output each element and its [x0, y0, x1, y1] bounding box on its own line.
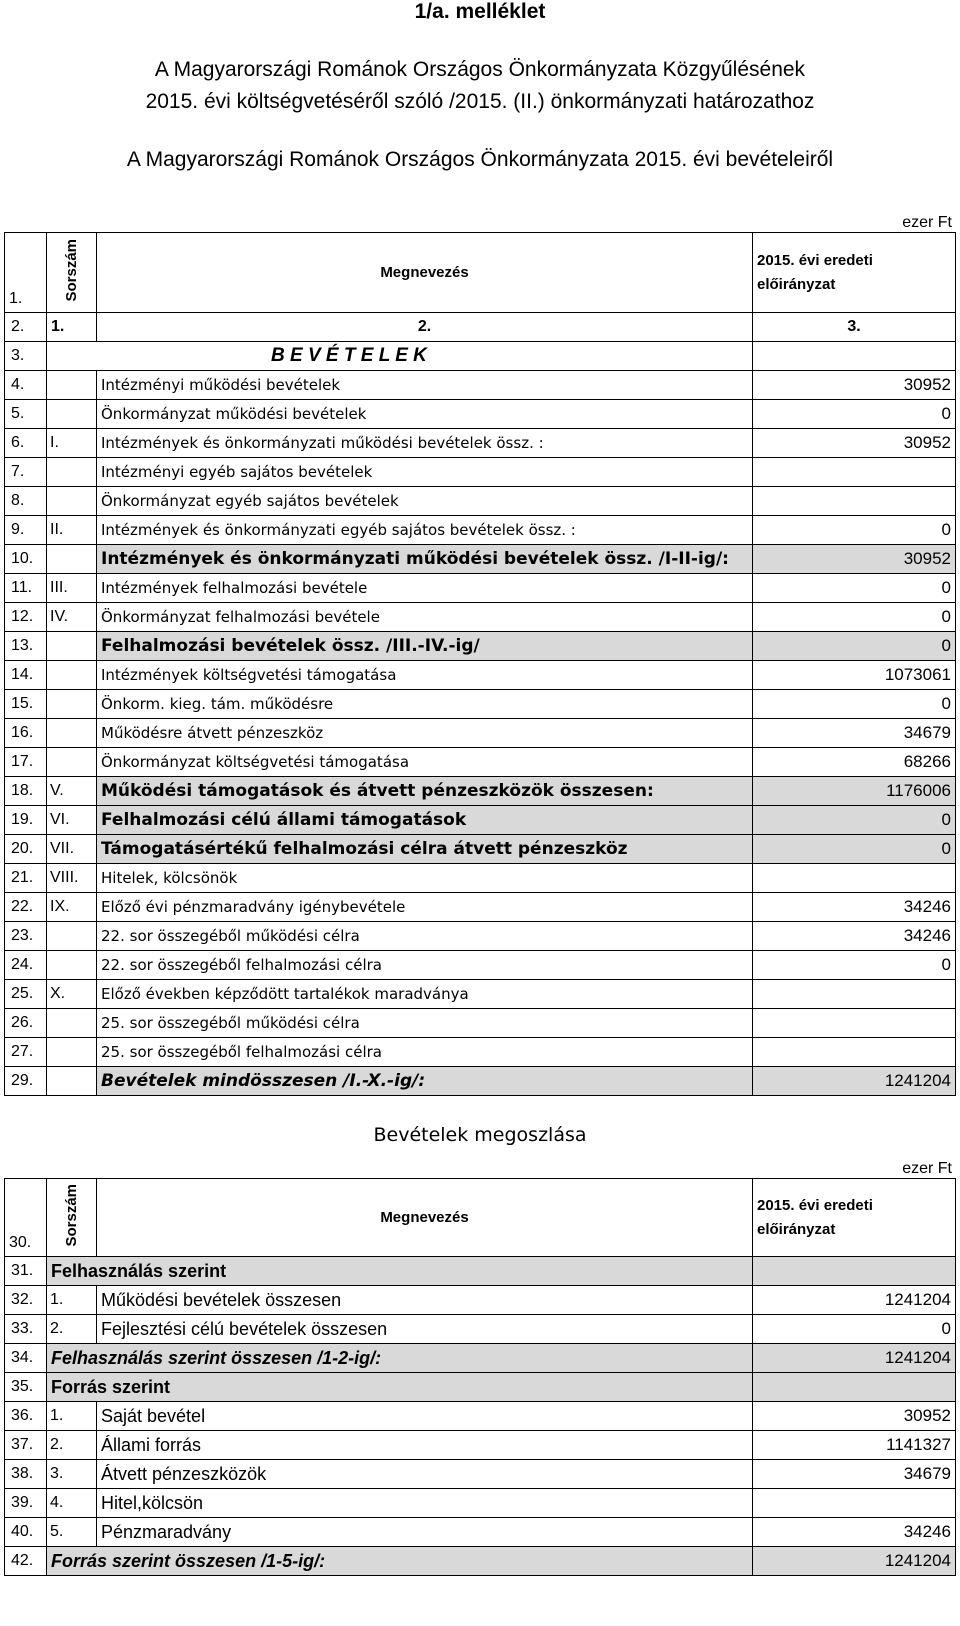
row-value	[753, 980, 956, 1009]
row-number: 5.	[5, 400, 47, 429]
row-name: 22. sor összegéből felhalmozási célra	[97, 951, 753, 980]
table-row	[5, 1460, 956, 1489]
table-row	[5, 893, 956, 922]
row-number: 9.	[5, 516, 47, 545]
row-name: Felhalmozási célú állami támogatások	[97, 806, 753, 835]
table-row	[5, 1547, 956, 1576]
table-row	[5, 603, 956, 632]
table-row	[5, 777, 956, 806]
row-value: 30952	[753, 545, 956, 574]
row-number: 34.	[5, 1344, 47, 1373]
row-value: 1073061	[753, 661, 956, 690]
row-number: 23.	[5, 922, 47, 951]
row-name: Intézményi egyéb sajátos bevételek	[97, 458, 753, 487]
row-value	[753, 1009, 956, 1038]
row-value: 0	[753, 835, 956, 864]
row-sorszam: 1.	[47, 1286, 97, 1315]
table-row	[5, 458, 956, 487]
colnum-rownum: 2.	[5, 313, 47, 342]
row-name: Intézmények és önkormányzati működési bevételek össz. /I-II-ig/:	[97, 545, 753, 574]
header2-sorszam	[47, 1179, 97, 1257]
header-rownum: 1.	[5, 233, 47, 313]
table-row	[5, 516, 956, 545]
row-sorszam: III.	[47, 574, 97, 603]
table-row	[5, 748, 956, 777]
row-name: Intézményi működési bevételek	[97, 371, 753, 400]
row-sorszam	[47, 1009, 97, 1038]
colnum-1: 1.	[47, 313, 97, 342]
table-row	[5, 835, 956, 864]
row-name: Működésre átvett pénzeszköz	[97, 719, 753, 748]
row-sorszam	[47, 690, 97, 719]
row-sorszam: I.	[47, 429, 97, 458]
row-name: 25. sor összegéből működési célra	[97, 1009, 753, 1038]
table-row	[5, 1402, 956, 1431]
row-number: 25.	[5, 980, 47, 1009]
unit-label-1: ezer Ft	[902, 214, 952, 231]
revenue-table	[4, 232, 956, 1096]
table-row	[5, 864, 956, 893]
row-number: 39.	[5, 1489, 47, 1518]
table-row	[5, 661, 956, 690]
table2-header-row	[5, 1179, 956, 1257]
row-number: 26.	[5, 1009, 47, 1038]
table-row	[5, 1489, 956, 1518]
row-name: Pénzmaradvány	[97, 1518, 753, 1547]
row-name: Felhalmozási bevételek össz. /III.-IV.-ig/	[97, 632, 753, 661]
page-subtitle: A Magyarországi Románok Országos Önkormányzata 2015. évi bevételeiről	[126, 148, 834, 171]
sorszam2-label: Sorszám	[63, 1183, 80, 1247]
row-sorszam	[47, 1067, 97, 1096]
row-sorszam: VIII.	[47, 864, 97, 893]
table-row	[5, 1315, 956, 1344]
table-row	[5, 1518, 956, 1547]
row-number: 17.	[5, 748, 47, 777]
row-value: 34246	[753, 893, 956, 922]
row-sorszam	[47, 661, 97, 690]
row-name: Saját bevétel	[97, 1402, 753, 1431]
distribution-table-body	[5, 1257, 956, 1576]
row-sorszam: IV.	[47, 603, 97, 632]
sorszam-label: Sorszám	[63, 238, 80, 302]
row-sorszam	[47, 951, 97, 980]
row-number: 21.	[5, 864, 47, 893]
row-number: 19.	[5, 806, 47, 835]
row-number: 37.	[5, 1431, 47, 1460]
row-value	[753, 1489, 956, 1518]
row-sorszam: X.	[47, 980, 97, 1009]
row-number: 32.	[5, 1286, 47, 1315]
row-name: Önkormányzat felhalmozási bevétele	[97, 603, 753, 632]
row-number: 24.	[5, 951, 47, 980]
row-sorszam: 5.	[47, 1518, 97, 1547]
row-sorszam	[47, 922, 97, 951]
table-row	[5, 429, 956, 458]
row-name: Forrás szerint	[47, 1373, 753, 1402]
row-value	[753, 1257, 956, 1286]
table-row	[5, 922, 956, 951]
distribution-table	[4, 1178, 956, 1576]
section-row	[5, 342, 956, 371]
table-row	[5, 806, 956, 835]
row-sorszam: VI.	[47, 806, 97, 835]
row-value: 1241204	[753, 1067, 956, 1096]
table-row	[5, 1373, 956, 1402]
section-label: B E V É T E L E K	[47, 342, 753, 371]
table-row	[5, 1286, 956, 1315]
table-row	[5, 1067, 956, 1096]
table-row	[5, 1038, 956, 1067]
header-value-line2: előirányzat	[757, 275, 836, 293]
row-sorszam: 2.	[47, 1315, 97, 1344]
table-row	[5, 1344, 956, 1373]
row-value: 0	[753, 951, 956, 980]
row-sorszam	[47, 487, 97, 516]
row-number: 36.	[5, 1402, 47, 1431]
row-sorszam: 4.	[47, 1489, 97, 1518]
row-value: 1241204	[753, 1344, 956, 1373]
row-number: 7.	[5, 458, 47, 487]
table-row	[5, 1257, 956, 1286]
row-sorszam: 1.	[47, 1402, 97, 1431]
row-value: 30952	[753, 371, 956, 400]
row-value: 30952	[753, 429, 956, 458]
section-rownum: 3.	[5, 342, 47, 371]
row-number: 14.	[5, 661, 47, 690]
row-name: 22. sor összegéből működési célra	[97, 922, 753, 951]
row-sorszam: II.	[47, 516, 97, 545]
row-number: 42.	[5, 1547, 47, 1576]
column-number-row	[5, 313, 956, 342]
row-value	[753, 1373, 956, 1402]
row-value: 0	[753, 516, 956, 545]
row-name: Fejlesztési célú bevételek összesen	[97, 1315, 753, 1344]
row-number: 6.	[5, 429, 47, 458]
row-number: 40.	[5, 1518, 47, 1547]
table-row	[5, 545, 956, 574]
row-sorszam	[47, 371, 97, 400]
row-sorszam	[47, 458, 97, 487]
row-number: 20.	[5, 835, 47, 864]
table-row	[5, 574, 956, 603]
table-row	[5, 487, 956, 516]
row-value: 0	[753, 806, 956, 835]
row-name: Önkormányzat egyéb sajátos bevételek	[97, 487, 753, 516]
table-row	[5, 1431, 956, 1460]
row-value	[753, 458, 956, 487]
row-number: 12.	[5, 603, 47, 632]
annex-label: 1/a. melléklet	[414, 0, 546, 23]
title-line-1: A Magyarországi Románok Országos Önkormányzata Közgyűlésének	[154, 58, 806, 81]
row-number: 18.	[5, 777, 47, 806]
row-value: 1141327	[753, 1431, 956, 1460]
row-value: 1241204	[753, 1286, 956, 1315]
header-value-line1: 2015. évi eredeti	[757, 251, 873, 269]
row-name: Felhasználás szerint	[47, 1257, 753, 1286]
row-sorszam	[47, 400, 97, 429]
row-value: 0	[753, 690, 956, 719]
unit-label-2: ezer Ft	[902, 1160, 952, 1177]
row-name: Önkorm. kieg. tám. működésre	[97, 690, 753, 719]
row-number: 27.	[5, 1038, 47, 1067]
row-sorszam: V.	[47, 777, 97, 806]
row-value	[753, 864, 956, 893]
row-number: 4.	[5, 371, 47, 400]
row-name: Támogatásértékű felhalmozási célra átvett pénzeszköz	[97, 835, 753, 864]
table-row	[5, 371, 956, 400]
header2-value	[753, 1179, 956, 1257]
row-value: 34679	[753, 719, 956, 748]
row-number: 35.	[5, 1373, 47, 1402]
row-name: Előző évi pénzmaradvány igénybevétele	[97, 893, 753, 922]
row-value: 1241204	[753, 1547, 956, 1576]
table-row	[5, 719, 956, 748]
table-row	[5, 951, 956, 980]
header-sorszam	[47, 233, 97, 313]
header2-megnevezes: Megnevezés	[97, 1179, 753, 1257]
title-line-2: 2015. évi költségvetéséről szóló /2015. (II.) önkormányzati határozathoz	[145, 90, 815, 113]
header2-value-line2: előirányzat	[757, 1220, 836, 1238]
row-name: Felhasználás szerint összesen /1-2-ig/:	[47, 1344, 753, 1373]
row-number: 10.	[5, 545, 47, 574]
row-value: 1176006	[753, 777, 956, 806]
row-name: Forrás szerint összesen /1-5-ig/:	[47, 1547, 753, 1576]
row-name: 25. sor összegéből felhalmozási célra	[97, 1038, 753, 1067]
header-megnevezes: Megnevezés	[97, 233, 753, 313]
row-value: 34246	[753, 1518, 956, 1547]
row-name: Átvett pénzeszközök	[97, 1460, 753, 1489]
row-sorszam: IX.	[47, 893, 97, 922]
row-value: 0	[753, 400, 956, 429]
row-name: Önkormányzat költségvetési támogatása	[97, 748, 753, 777]
row-value: 34246	[753, 922, 956, 951]
row-number: 29.	[5, 1067, 47, 1096]
row-sorszam: 3.	[47, 1460, 97, 1489]
section2-title: Bevételek megoszlása	[373, 1124, 587, 1146]
header2-rownum: 30.	[5, 1179, 47, 1257]
row-name: Előző években képződött tartalékok maradványa	[97, 980, 753, 1009]
row-name: Működési bevételek összesen	[97, 1286, 753, 1315]
row-name: Állami forrás	[97, 1431, 753, 1460]
row-value: 0	[753, 603, 956, 632]
row-sorszam	[47, 719, 97, 748]
row-sorszam	[47, 632, 97, 661]
row-value: 0	[753, 574, 956, 603]
row-sorszam	[47, 1038, 97, 1067]
colnum-2: 2.	[97, 313, 753, 342]
row-value: 0	[753, 1315, 956, 1344]
header-value	[753, 233, 956, 313]
colnum-3: 3.	[753, 313, 956, 342]
table-row	[5, 1009, 956, 1038]
row-name: Hitel,kölcsön	[97, 1489, 753, 1518]
row-value	[753, 487, 956, 516]
row-value	[753, 1038, 956, 1067]
table-row	[5, 400, 956, 429]
row-name: Intézmények és önkormányzati működési bevételek össz. :	[97, 429, 753, 458]
table-row	[5, 980, 956, 1009]
row-sorszam: VII.	[47, 835, 97, 864]
section-value	[753, 342, 956, 371]
row-name: Intézmények felhalmozási bevétele	[97, 574, 753, 603]
row-value: 30952	[753, 1402, 956, 1431]
row-number: 15.	[5, 690, 47, 719]
table-row	[5, 632, 956, 661]
revenue-table-body	[5, 371, 956, 1096]
row-sorszam: 2.	[47, 1431, 97, 1460]
row-sorszam	[47, 545, 97, 574]
row-number: 16.	[5, 719, 47, 748]
row-name: Bevételek mindösszesen /I.-X.-ig/:	[97, 1067, 753, 1096]
row-value: 68266	[753, 748, 956, 777]
table-row	[5, 690, 956, 719]
row-name: Önkormányzat működési bevételek	[97, 400, 753, 429]
row-name: Intézmények költségvetési támogatása	[97, 661, 753, 690]
row-number: 31.	[5, 1257, 47, 1286]
row-number: 11.	[5, 574, 47, 603]
table-header-row	[5, 233, 956, 313]
row-name: Hitelek, kölcsönök	[97, 864, 753, 893]
row-number: 13.	[5, 632, 47, 661]
row-number: 22.	[5, 893, 47, 922]
row-number: 8.	[5, 487, 47, 516]
header2-value-line1: 2015. évi eredeti	[757, 1196, 873, 1214]
row-name: Működési támogatások és átvett pénzeszközök összesen:	[97, 777, 753, 806]
row-number: 38.	[5, 1460, 47, 1489]
row-value: 34679	[753, 1460, 956, 1489]
row-number: 33.	[5, 1315, 47, 1344]
row-name: Intézmények és önkormányzati egyéb sajátos bevételek össz. :	[97, 516, 753, 545]
row-value: 0	[753, 632, 956, 661]
row-sorszam	[47, 748, 97, 777]
